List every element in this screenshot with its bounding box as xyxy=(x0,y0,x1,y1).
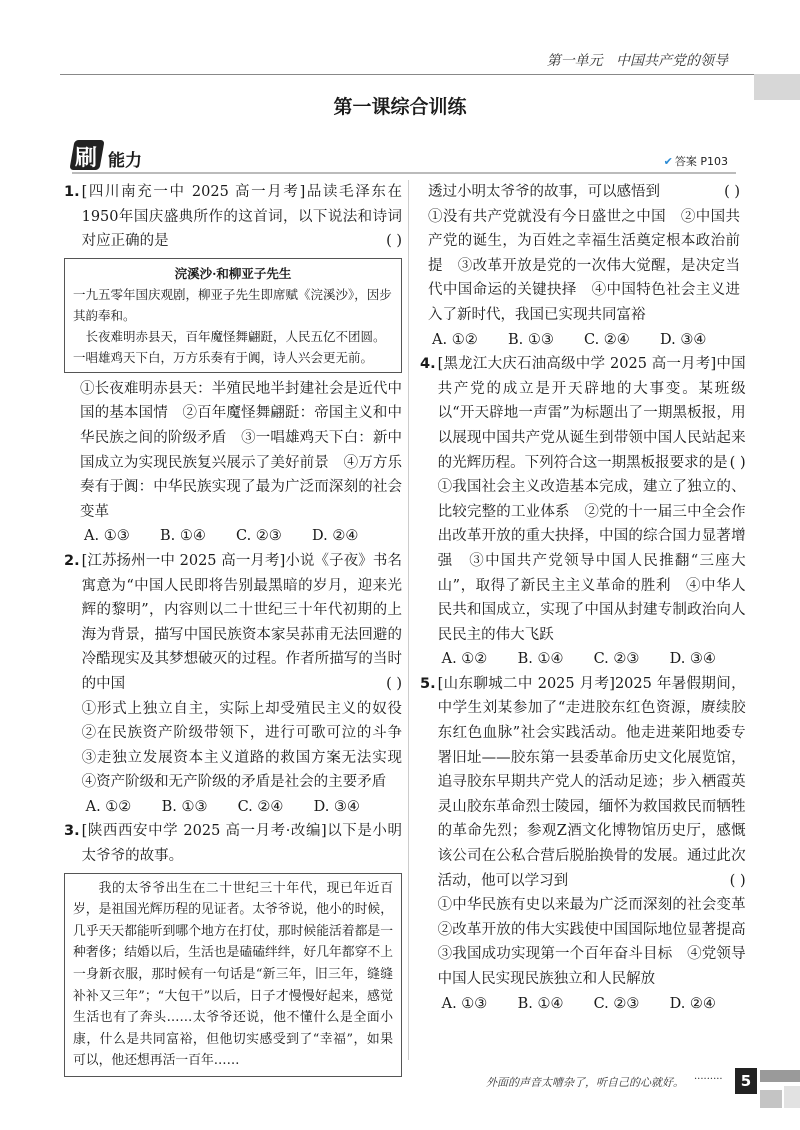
option-a[interactable]: A. ①③ xyxy=(84,528,130,545)
option-c[interactable]: C. ②③ xyxy=(593,995,640,1012)
answer-paren: ( ) xyxy=(729,872,746,889)
question-number: 2. xyxy=(64,552,80,569)
poem-box xyxy=(64,258,402,373)
unit-label: 第一单元 xyxy=(546,53,603,69)
option-c[interactable]: C. ②③ xyxy=(236,528,282,545)
question-statements: ①我国社会主义改造基本完成，建立了独立的、比较完整的工业体系 ②党的十一届三中全会作出改革开放的重大抉择，中国的综合国力显著增强 ③中国共产党领导中国人民推翻“三座大山”，取得了新民主主义革命的胜利 ④中华人民共和国成立，实现了中国从封建专制政治向人民民主的伟大飞跃 xyxy=(437,479,746,643)
header-rule xyxy=(60,74,800,75)
page-number: 5 xyxy=(735,1068,757,1094)
answer-paren: ( ) xyxy=(386,675,402,692)
options-row xyxy=(64,524,402,549)
stem-text: [山东聊城二中 2025 月考]2025 年暑假期间，中学生刘某参加了“走进胶东红色资源，赓续胶东红色血脉”社会实践活动。他走进莱阳地委专署旧址——胶东第一县委革命历史文化展览馆，追寻胶东早期共产党人的活动足迹；步入栖霞英灵山胶东革命烈士陵园，缅怀为救国救民而牺牲的革命先烈；参观Z酒文化博物馆历史厅，感慨该公司在公私合营后脱胎换骨的发展。通过此次活动，他可以学习到 xyxy=(437,675,746,889)
option-d[interactable]: D. ③④ xyxy=(669,651,716,668)
unit-topic: 中国共产党的领导 xyxy=(616,53,728,69)
answer-ref-text: 答案 P103 xyxy=(674,155,728,168)
option-c[interactable]: C. ②③ xyxy=(593,651,640,668)
question-stem xyxy=(438,352,746,475)
stem-text: [四川南充一中 2025 高一月考]品读毛泽东在1950年国庆盛典所作的这首词，以下说法和诗词对应正确的是 xyxy=(81,184,402,250)
options-row xyxy=(438,992,746,1017)
poem-line: 长夜难明赤县天，百年魔怪舞翩跹，人民五亿不团圆。 xyxy=(85,328,386,344)
left-column xyxy=(64,180,417,1081)
question-stem-continued xyxy=(428,180,740,205)
option-b[interactable]: B. ①④ xyxy=(517,651,564,668)
option-b[interactable]: B. ①③ xyxy=(161,798,208,815)
question-statements: ①没有共产党就没有今日盛世之中国 ②中国共产党的诞生，为百姓之幸福生活奠定根本政治前提 ③改革开放是党的一次伟大觉醒，是决定当代中国命运的关键抉择 ④中国特色社会主义进入了新时代，我国已实现共同富裕 xyxy=(428,208,740,323)
poem-line: 一唱雄鸡天下白，万方乐奏有于阗，诗人兴会更无前。 xyxy=(73,349,374,365)
question-5 xyxy=(420,672,761,1016)
section-label: 能力 xyxy=(108,151,142,171)
option-a[interactable]: A. ①③ xyxy=(441,995,488,1012)
answer-reference xyxy=(664,153,728,169)
options-row xyxy=(428,328,740,353)
question-stem xyxy=(82,549,402,697)
question-1 xyxy=(64,180,402,254)
story-box: 我的太爷爷出生在二十世纪三十年代，现已年近百岁，是祖国光辉历程的见证者。太爷爷说，他小的时候，几乎天天都能听到哪个地方在打仗，那时候能活着都是一种奢侈；结婚以后，生活也是磕磕绊绊，好几年都穿不上一身新衣服，那时候有一句话是“新三年，旧三年，缝缝补补又三年”；“大包干”以后，日子才慢慢好起来，感觉生活也有了奔头……太爷爷还说，他不懂什么是全面小康，什么是共同富裕，但他切实感受到了“幸福”，如果可以，他还想再活一百年…… xyxy=(64,873,402,1077)
options-row xyxy=(438,647,746,672)
option-b[interactable]: B. ①④ xyxy=(517,995,564,1012)
question-3-continued xyxy=(420,180,740,352)
column-divider xyxy=(408,180,409,1060)
poem-line: 一九五零年国庆观剧，柳亚子先生即席赋《浣溪沙》，因步其韵奉和。 xyxy=(73,286,392,323)
question-statements: ①形式上独立自主，实际上却受殖民主义的奴役 ②在民族资产阶级带领下，进行可歌可泣的斗争 ③走独立发展资本主义道路的救国方案无法实现 ④资产阶级和无产阶级的矛盾是社会的主要矛盾 xyxy=(81,700,417,791)
corner-decoration xyxy=(760,1070,800,1082)
answer-paren: ( ) xyxy=(729,454,746,471)
stem-text: [江苏扬州一中 2025 高一月考]小说《子夜》书名寓意为“中国人民即将告别最黑暗的岁月，迎来光辉的黎明”，内容则以二十世纪三十年代初期的上海为背景，描写中国民族资本家吴荪甫无法回避的冷酷现实及其梦想破灭的过程。作者所描写的当时的中国 xyxy=(81,552,402,692)
corner-decoration xyxy=(784,1086,800,1108)
question-number: 3. xyxy=(64,823,80,840)
question-statements: ①长夜难明赤县天：半殖民地半封建社会是近代中国的基本国情 ②百年魔怪舞翩跹：帝国主义和中华民族之间的阶级矛盾 ③一唱雄鸡天下白：新中国成立为实现民族复兴展示了美好前景 ④万方乐奏有于阗：中华民族实现了最为广泛而深刻的社会变革 xyxy=(80,380,402,520)
question-stem xyxy=(438,672,746,893)
question-3 xyxy=(64,819,402,868)
question-stem xyxy=(82,180,402,254)
section-rule xyxy=(72,172,736,174)
check-icon: ✔ xyxy=(663,155,673,168)
corner-decoration xyxy=(760,1090,782,1108)
question-2 xyxy=(64,549,417,820)
page-title: 第一课综合训练 xyxy=(333,96,467,118)
poem-title: 浣溪沙·和柳亚子先生 xyxy=(174,265,292,281)
option-a[interactable]: A. ①② xyxy=(85,798,132,815)
options-row xyxy=(82,795,402,820)
stem-text: [黑龙江大庆石油高级中学 2025 高一月考]中国共产党的成立是开天辟地的大事变。某班级以“开天辟地一声雷”为标题出了一期黑板报，用以展现中国共产党从诞生到带领中国人民站起来的光辉历程。下列符合这一期黑板报要求的是 xyxy=(437,356,746,471)
option-c[interactable]: C. ②④ xyxy=(237,798,284,815)
question-number: 5. xyxy=(420,675,436,692)
footer-slogan: 外面的声音太嘈杂了，听自己的心就好。 xyxy=(486,1076,684,1089)
badge-char: 刷 xyxy=(75,146,98,171)
answer-paren: ( ) xyxy=(386,233,402,250)
running-header xyxy=(547,50,728,70)
section-badge xyxy=(72,138,168,172)
question-stem: [陕西西安中学 2025 高一月考·改编]以下是小明太爷爷的故事。 xyxy=(81,823,402,865)
option-b[interactable]: B. ①③ xyxy=(508,331,554,348)
option-d[interactable]: D. ③④ xyxy=(660,331,707,348)
option-b[interactable]: B. ①④ xyxy=(160,528,206,545)
right-column xyxy=(420,180,761,1016)
option-d[interactable]: D. ③④ xyxy=(313,798,360,815)
answer-paren: ( ) xyxy=(724,184,740,200)
option-c[interactable]: C. ②④ xyxy=(584,331,630,348)
question-statements: ①中华民族有史以来最为广泛而深刻的社会变革 ②改革开放的伟大实践使中国国际地位显著提高 ③我国成功实现第一个百年奋斗目标 ④党领导中国人民实现民族独立和人民解放 xyxy=(437,897,761,987)
footer-dots: ········· xyxy=(694,1074,723,1085)
question-4 xyxy=(420,352,746,672)
question-number: 4. xyxy=(420,356,436,373)
question-number: 1. xyxy=(64,184,80,200)
option-a[interactable]: A. ①② xyxy=(441,651,488,668)
option-a[interactable]: A. ①② xyxy=(432,331,478,348)
stem-text: 透过小明太爷爷的故事，可以感悟到 xyxy=(428,184,660,200)
option-d[interactable]: D. ②④ xyxy=(669,995,716,1012)
option-d[interactable]: D. ②④ xyxy=(312,528,359,545)
